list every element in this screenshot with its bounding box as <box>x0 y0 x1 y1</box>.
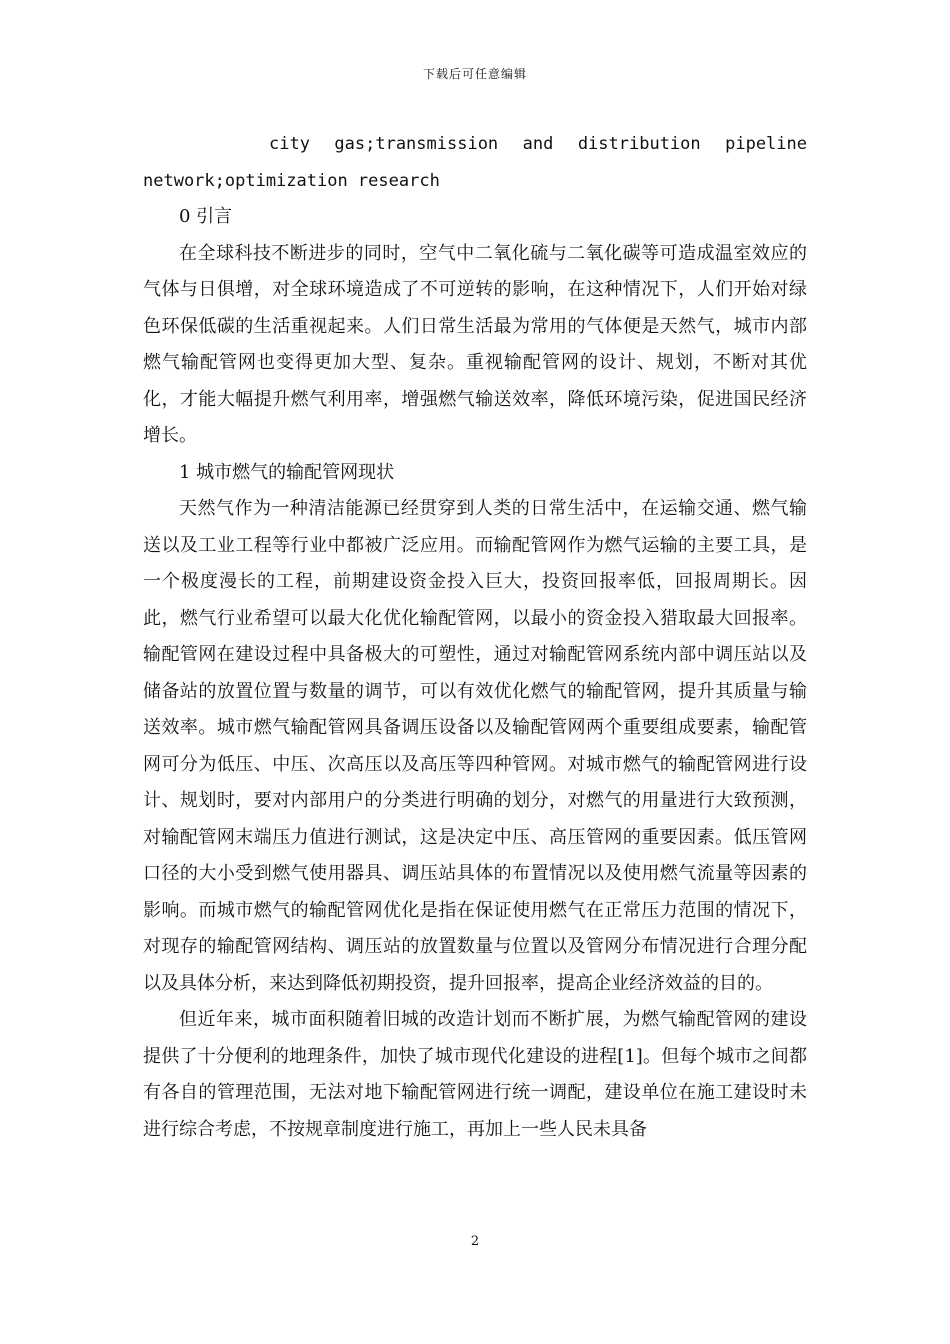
document-body <box>143 126 807 1148</box>
page-header: 下载后可任意编辑 <box>422 67 527 81</box>
current-status-paragraph-1: 天然气作为一种清洁能源已经贯穿到人类的日常生活中，在运输交通、燃气输送以及工业工程等行业中都被广泛应用。而输配管网作为燃气运输的主要工具，是一个极度漫长的工程，前期建设资金投入巨大，投资回报率低，回报周期长。因此，燃气行业希望可以最大化优化输配管网，以最小的资金投入猎取最大回报率。输配管网在建设过程中具备极大的可塑性，通过对输配管网系统内部中调压站以及储备站的放置位置与数量的调节，可以有效优化燃气的输配管网，提升其质量与输送效率。城市燃气输配管网具备调压设备以及输配管网两个重要组成要素，输配管网可分为低压、中压、次高压以及高压等四种管网。对城市燃气的输配管网进行设计、规划时，要对内部用户的分类进行明确的划分，对燃气的用量进行大致预测，对输配管网末端压力值进行测试，这是决定中压、高压管网的重要因素。低压管网口径的大小受到燃气使用器具、调压站具体的布置情况以及使用燃气流量等因素的影响。而城市燃气的输配管网优化是指在保证使用燃气在正常压力范围的情况下，对现存的输配管网结构、调压站的放置数量与位置以及管网分布情况进行合理分配以及具体分析，来达到降低初期投资，提升回报率，提高企业经济效益的目的。 <box>143 498 807 994</box>
section-heading-introduction: 0 引言 <box>179 206 233 227</box>
introduction-paragraph: 在全球科技不断进步的同时，空气中二氧化硫与二氧化碳等可造成温室效应的气体与日俱增，对全球环境造成了不可逆转的影响，在这种情况下，人们开始对绿色环保低碳的生活重视起来。人们日常生活最为常用的气体便是天然气，城市内部燃气输配管网也变得更加大型、复杂。重视输配管网的设计、规划，不断对其优化，才能大幅提升燃气利用率，增强燃气输送效率，降低环境污染，促进国民经济增长。 <box>143 242 807 446</box>
english-keywords: city gas;transmission and distribution pipeline network;optimization research <box>143 134 807 191</box>
section-heading-current-status: 1 城市燃气的输配管网现状 <box>179 461 395 483</box>
current-status-paragraph-2: 但近年来，城市面积随着旧城的改造计划而不断扩展，为燃气输配管网的建设提供了十分便利的地理条件，加快了城市现代化建设的进程[1]。但每个城市之间都有各自的管理范围，无法对地下输配管网进行统一调配，建设单位在施工建设时未进行综合考虑，不按规章制度进行施工，再加上一些人民未具备 <box>143 1009 807 1140</box>
page-number: 2 <box>470 1234 480 1249</box>
